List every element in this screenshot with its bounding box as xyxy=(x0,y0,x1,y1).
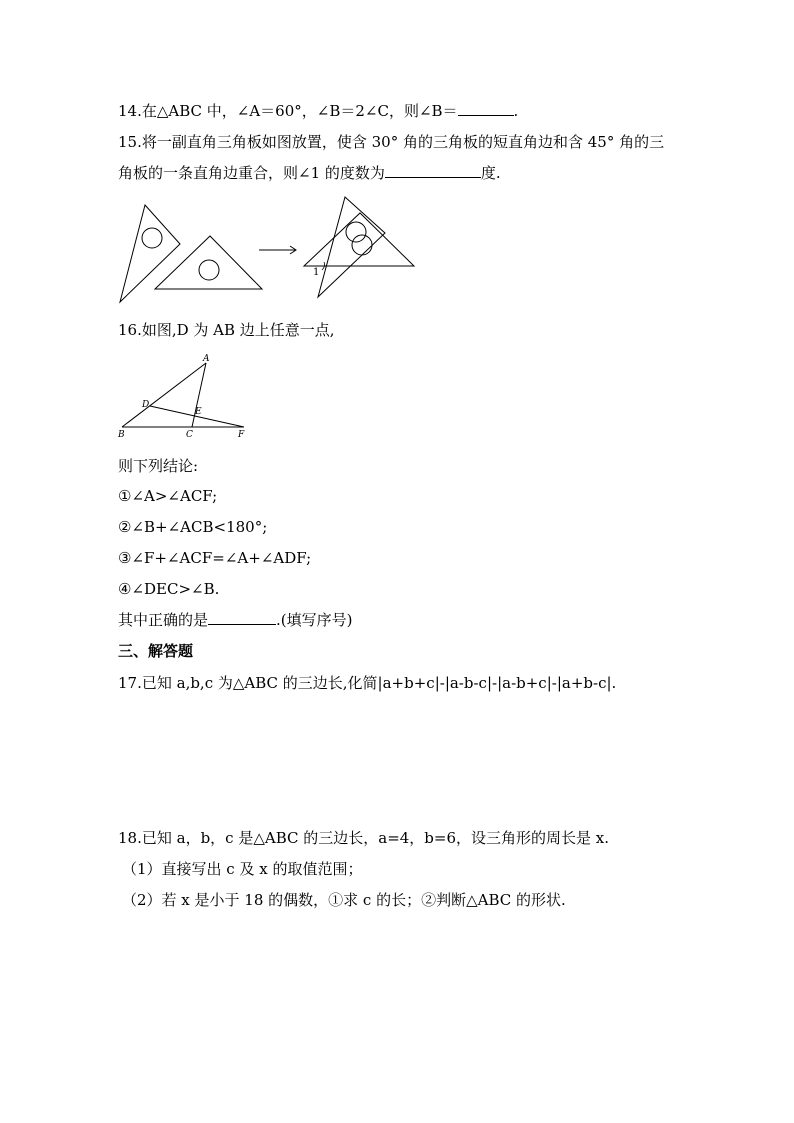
q17-text: 17.已知 a,b,c 为△ABC 的三边长,化简|a+b+c|-|a-b-c|-|a-b+c|-|a+b-c|. xyxy=(118,674,617,692)
q14-suffix: . xyxy=(513,102,519,120)
angle-1-label: 1 xyxy=(313,267,320,278)
q15-stem: 角板的一条直角边重合，则∠1 的度数为 xyxy=(118,164,385,182)
label-e: E xyxy=(195,407,202,417)
q16-option-3: ③∠F+∠ACF=∠A+∠ADF; xyxy=(118,549,312,567)
q16-answer-prefix: 其中正确的是 xyxy=(118,611,209,629)
q15-line1: 15.将一副直角三角板如图放置，使含 30° 角的三角板的短直角边和含 45° 角的三 xyxy=(118,133,665,151)
q16-option-2: ②∠B+∠ACB<180°; xyxy=(118,518,268,536)
label-c: C xyxy=(186,430,193,440)
q18-stem: 18.已知 a，b，c 是△ABC 的三边长，a=4，b=6，设三角形的周长是 x. xyxy=(118,829,610,847)
q18-part1: （1）直接写出 c 及 x 的取值范围； xyxy=(122,860,363,878)
q16-option-1: ①∠A>∠ACF; xyxy=(118,487,218,505)
q16-intro: 则下列结论: xyxy=(118,457,199,475)
q16-answer-blank[interactable] xyxy=(208,610,276,625)
q16-stem: 16.如图,D 为 AB 边上任意一点, xyxy=(118,321,335,339)
segment-ab xyxy=(122,363,206,427)
label-d: D xyxy=(142,400,150,410)
q16-option-4: ④∠DEC>∠B. xyxy=(118,580,220,598)
label-a: A xyxy=(203,354,210,364)
label-b: B xyxy=(118,430,125,440)
q16-answer-suffix: .(填写序号) xyxy=(276,611,353,629)
q14-stem: 14.在△ABC 中，∠A＝60°，∠B＝2∠C，则∠B＝ xyxy=(118,102,458,120)
q18-part2: （2）若 x 是小于 18 的偶数，①求 c 的长；②判断△ABC 的形状. xyxy=(122,891,566,909)
q15-suffix: 度. xyxy=(480,164,501,182)
q16-answer-line xyxy=(118,610,353,630)
section-3-title: 三、解答题 xyxy=(118,642,194,660)
label-f: F xyxy=(238,430,245,440)
